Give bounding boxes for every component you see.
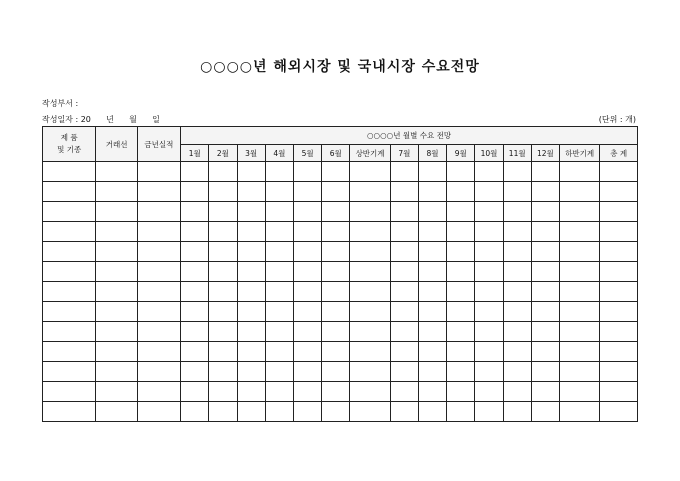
table-cell[interactable]: [237, 342, 265, 362]
table-cell[interactable]: [265, 342, 293, 362]
table-cell[interactable]: [322, 382, 350, 402]
table-cell[interactable]: [181, 282, 209, 302]
table-cell[interactable]: [43, 302, 96, 322]
table-cell[interactable]: [43, 382, 96, 402]
month-header: 12월: [531, 145, 559, 162]
table-cell[interactable]: [237, 282, 265, 302]
table-cell[interactable]: [475, 262, 503, 282]
table-cell[interactable]: [600, 362, 638, 382]
table-cell[interactable]: [322, 182, 350, 202]
table-cell[interactable]: [390, 342, 418, 362]
table-cell[interactable]: [181, 202, 209, 222]
table-cell[interactable]: [209, 402, 237, 422]
table-cell[interactable]: [322, 342, 350, 362]
table-cell[interactable]: [96, 202, 137, 222]
table-cell[interactable]: [96, 342, 137, 362]
table-cell[interactable]: [600, 162, 638, 182]
table-cell[interactable]: [322, 302, 350, 322]
table-cell[interactable]: [293, 382, 321, 402]
table-cell[interactable]: [265, 242, 293, 262]
table-cell[interactable]: [265, 402, 293, 422]
table-cell[interactable]: [475, 382, 503, 402]
table-cell[interactable]: [447, 402, 475, 422]
table-row: [43, 202, 638, 222]
table-cell[interactable]: [531, 382, 559, 402]
table-cell[interactable]: [265, 362, 293, 382]
table-cell[interactable]: [265, 202, 293, 222]
table-cell[interactable]: [96, 242, 137, 262]
table-cell[interactable]: [43, 402, 96, 422]
table-cell[interactable]: [390, 322, 418, 342]
table-cell[interactable]: [237, 402, 265, 422]
table-cell[interactable]: [390, 182, 418, 202]
table-cell[interactable]: [137, 282, 180, 302]
table-cell[interactable]: [43, 182, 96, 202]
table-cell[interactable]: [600, 242, 638, 262]
table-cell[interactable]: [137, 402, 180, 422]
month-header: 4월: [265, 145, 293, 162]
table-cell[interactable]: [209, 202, 237, 222]
table-cell[interactable]: [181, 242, 209, 262]
table-row: [43, 162, 638, 182]
table-cell[interactable]: [600, 302, 638, 322]
table-cell[interactable]: [531, 242, 559, 262]
table-cell[interactable]: [503, 242, 531, 262]
table-row: [43, 402, 638, 422]
table-cell[interactable]: [390, 282, 418, 302]
table-cell[interactable]: [600, 182, 638, 202]
table-cell[interactable]: [265, 222, 293, 242]
table-cell[interactable]: [350, 302, 390, 322]
table-cell[interactable]: [137, 242, 180, 262]
table-cell[interactable]: [96, 402, 137, 422]
table-cell[interactable]: [560, 322, 600, 342]
table-cell[interactable]: [96, 282, 137, 302]
table-cell[interactable]: [137, 382, 180, 402]
table-row: [43, 182, 638, 202]
table-cell[interactable]: [322, 202, 350, 222]
table-cell[interactable]: [43, 282, 96, 302]
table-cell[interactable]: [43, 242, 96, 262]
document-title: ○○○○년 해외시장 및 국내시장 수요전망: [200, 59, 480, 75]
table-cell[interactable]: [390, 382, 418, 402]
table-cell[interactable]: [560, 302, 600, 322]
month-header: 1월: [181, 145, 209, 162]
table-row: [43, 242, 638, 262]
table-cell[interactable]: [531, 182, 559, 202]
table-cell[interactable]: [293, 362, 321, 382]
table-cell[interactable]: [418, 402, 446, 422]
table-cell[interactable]: [503, 182, 531, 202]
table-cell[interactable]: [96, 382, 137, 402]
table-cell[interactable]: [475, 222, 503, 242]
table-cell[interactable]: [390, 302, 418, 322]
table-cell[interactable]: [447, 282, 475, 302]
table-cell[interactable]: [350, 402, 390, 422]
table-cell[interactable]: [418, 362, 446, 382]
table-cell[interactable]: [43, 342, 96, 362]
table-cell[interactable]: [418, 262, 446, 282]
table-cell[interactable]: [237, 302, 265, 322]
table-cell[interactable]: [350, 342, 390, 362]
table-cell[interactable]: [560, 182, 600, 202]
table-cell[interactable]: [447, 382, 475, 402]
month-header: 6월: [322, 145, 350, 162]
table-cell[interactable]: [475, 282, 503, 302]
table-cell[interactable]: [503, 322, 531, 342]
table-cell[interactable]: [43, 322, 96, 342]
table-cell[interactable]: [418, 322, 446, 342]
table-cell[interactable]: [322, 162, 350, 182]
table-cell[interactable]: [209, 362, 237, 382]
table-cell[interactable]: [293, 242, 321, 262]
table-cell[interactable]: [237, 262, 265, 282]
monthly-forecast-header: ○○○○년 월별 수요 전망: [181, 127, 638, 145]
table-cell[interactable]: [560, 382, 600, 402]
table-cell[interactable]: [600, 202, 638, 222]
table-cell[interactable]: [322, 362, 350, 382]
table-cell[interactable]: [503, 162, 531, 182]
table-cell[interactable]: [137, 182, 180, 202]
table-cell[interactable]: [293, 202, 321, 222]
table-cell[interactable]: [560, 402, 600, 422]
table-cell[interactable]: [265, 182, 293, 202]
table-cell[interactable]: [137, 302, 180, 322]
table-cell[interactable]: [350, 162, 390, 182]
table-cell[interactable]: [531, 362, 559, 382]
table-cell[interactable]: [418, 242, 446, 262]
table-cell[interactable]: [293, 162, 321, 182]
table-cell[interactable]: [475, 402, 503, 422]
table-cell[interactable]: [560, 342, 600, 362]
table-cell[interactable]: [322, 262, 350, 282]
table-cell[interactable]: [237, 162, 265, 182]
table-cell[interactable]: [209, 342, 237, 362]
table-cell[interactable]: [418, 182, 446, 202]
table-cell[interactable]: [560, 362, 600, 382]
table-cell[interactable]: [43, 262, 96, 282]
table-cell[interactable]: [503, 382, 531, 402]
table-cell[interactable]: [418, 382, 446, 402]
table-cell[interactable]: [209, 262, 237, 282]
department-label: 작성부서 :: [42, 99, 79, 108]
table-cell[interactable]: [137, 162, 180, 182]
table-cell[interactable]: [293, 322, 321, 342]
table-cell[interactable]: [209, 162, 237, 182]
table-cell[interactable]: [600, 382, 638, 402]
month-header: 9월: [447, 145, 475, 162]
table-cell[interactable]: [293, 182, 321, 202]
month-header: 7월: [390, 145, 418, 162]
table-cell[interactable]: [265, 302, 293, 322]
table-cell[interactable]: [390, 362, 418, 382]
table-cell[interactable]: [447, 242, 475, 262]
table-cell[interactable]: [237, 202, 265, 222]
table-cell[interactable]: [96, 182, 137, 202]
table-cell[interactable]: [43, 202, 96, 222]
table-cell[interactable]: [418, 302, 446, 322]
table-cell[interactable]: [350, 222, 390, 242]
table-cell[interactable]: [181, 382, 209, 402]
table-cell[interactable]: [600, 322, 638, 342]
table-cell[interactable]: [390, 202, 418, 222]
table-cell[interactable]: [600, 282, 638, 302]
table-cell[interactable]: [209, 302, 237, 322]
table-cell[interactable]: [96, 302, 137, 322]
table-cell[interactable]: [137, 202, 180, 222]
month-header: 2월: [209, 145, 237, 162]
table-cell[interactable]: [531, 222, 559, 242]
table-cell[interactable]: [531, 342, 559, 362]
client-header: 거래선: [96, 127, 137, 162]
table-cell[interactable]: [181, 262, 209, 282]
table-cell[interactable]: [181, 342, 209, 362]
table-cell[interactable]: [265, 282, 293, 302]
product-header-line1: 제 품: [60, 133, 78, 142]
table-row: [43, 382, 638, 402]
table-cell[interactable]: [96, 162, 137, 182]
table-cell[interactable]: [137, 322, 180, 342]
month-header: 10월: [475, 145, 503, 162]
table-cell[interactable]: [390, 222, 418, 242]
table-cell[interactable]: [475, 362, 503, 382]
table-cell[interactable]: [531, 302, 559, 322]
table-cell[interactable]: [237, 382, 265, 402]
table-cell[interactable]: [293, 402, 321, 422]
table-cell[interactable]: [293, 282, 321, 302]
table-cell[interactable]: [447, 302, 475, 322]
table-cell[interactable]: [265, 162, 293, 182]
table-cell[interactable]: [350, 262, 390, 282]
table-cell[interactable]: [447, 162, 475, 182]
table-cell[interactable]: [137, 222, 180, 242]
demand-forecast-table: [42, 126, 638, 422]
table-cell[interactable]: [475, 162, 503, 182]
table-cell[interactable]: [447, 342, 475, 362]
table-cell[interactable]: [531, 162, 559, 182]
table-cell[interactable]: [137, 342, 180, 362]
table-cell[interactable]: [137, 262, 180, 282]
table-cell[interactable]: [418, 162, 446, 182]
table-cell[interactable]: [390, 162, 418, 182]
table-cell[interactable]: [96, 362, 137, 382]
table-cell[interactable]: [293, 262, 321, 282]
table-cell[interactable]: [209, 382, 237, 402]
table-cell[interactable]: [475, 322, 503, 342]
table-cell[interactable]: [181, 302, 209, 322]
table-cell[interactable]: [322, 222, 350, 242]
table-cell[interactable]: [560, 262, 600, 282]
table-cell[interactable]: [96, 262, 137, 282]
table-cell[interactable]: [181, 322, 209, 342]
table-cell[interactable]: [600, 342, 638, 362]
table-cell[interactable]: [209, 322, 237, 342]
month-header: 3월: [237, 145, 265, 162]
table-cell[interactable]: [43, 362, 96, 382]
table-cell[interactable]: [503, 342, 531, 362]
table-cell[interactable]: [181, 182, 209, 202]
table-cell[interactable]: [237, 362, 265, 382]
table-cell[interactable]: [181, 162, 209, 182]
table-cell[interactable]: [209, 182, 237, 202]
table-cell[interactable]: [237, 182, 265, 202]
product-header: [43, 127, 96, 162]
table-cell[interactable]: [560, 242, 600, 262]
table-cell[interactable]: [475, 182, 503, 202]
table-cell[interactable]: [475, 242, 503, 262]
table-cell[interactable]: [531, 282, 559, 302]
table-cell[interactable]: [600, 222, 638, 242]
table-cell[interactable]: [209, 242, 237, 262]
table-cell[interactable]: [137, 362, 180, 382]
table-cell[interactable]: [560, 202, 600, 222]
table-cell[interactable]: [350, 362, 390, 382]
table-cell[interactable]: [503, 362, 531, 382]
table-cell[interactable]: [43, 162, 96, 182]
table-cell[interactable]: [350, 182, 390, 202]
table-row: [43, 342, 638, 362]
month-header: 상반기계: [350, 145, 390, 162]
table-cell[interactable]: [447, 322, 475, 342]
table-cell[interactable]: [209, 282, 237, 302]
table-cell[interactable]: [531, 322, 559, 342]
table-cell[interactable]: [503, 402, 531, 422]
table-cell[interactable]: [390, 242, 418, 262]
date-label: 작성일자 : 20 년 월 일: [42, 115, 160, 124]
table-cell[interactable]: [293, 302, 321, 322]
table-cell[interactable]: [560, 282, 600, 302]
month-header: 하반기계: [560, 145, 600, 162]
table-cell[interactable]: [322, 322, 350, 342]
table-cell[interactable]: [265, 322, 293, 342]
table-row: [43, 222, 638, 242]
table-cell[interactable]: [181, 222, 209, 242]
month-header: 8월: [418, 145, 446, 162]
product-header-line2: 및 기종: [57, 145, 82, 154]
table-cell[interactable]: [181, 402, 209, 422]
month-header: 11월: [503, 145, 531, 162]
month-header: 5월: [293, 145, 321, 162]
table-cell[interactable]: [418, 342, 446, 362]
table-cell[interactable]: [475, 202, 503, 222]
table-cell[interactable]: [96, 322, 137, 342]
table-cell[interactable]: [96, 222, 137, 242]
table-cell[interactable]: [350, 282, 390, 302]
unit-label: (단위 : 개): [598, 115, 636, 124]
table-cell[interactable]: [447, 362, 475, 382]
table-row: [43, 362, 638, 382]
table-cell[interactable]: [503, 202, 531, 222]
table-cell[interactable]: [390, 262, 418, 282]
current-year-results-header: 금년실적: [137, 127, 180, 162]
table-cell[interactable]: [181, 362, 209, 382]
table-cell[interactable]: [237, 222, 265, 242]
table-cell[interactable]: [418, 202, 446, 222]
table-cell[interactable]: [322, 282, 350, 302]
table-cell[interactable]: [447, 222, 475, 242]
table-cell[interactable]: [560, 222, 600, 242]
table-cell[interactable]: [600, 262, 638, 282]
table-cell[interactable]: [293, 222, 321, 242]
table-cell[interactable]: [503, 222, 531, 242]
month-header: 총 계: [600, 145, 638, 162]
table-cell[interactable]: [350, 242, 390, 262]
table-cell[interactable]: [265, 262, 293, 282]
table-cell[interactable]: [237, 242, 265, 262]
table-cell[interactable]: [322, 242, 350, 262]
table-cell[interactable]: [600, 402, 638, 422]
table-cell[interactable]: [503, 282, 531, 302]
table-row: [43, 262, 638, 282]
table-cell[interactable]: [418, 282, 446, 302]
table-cell[interactable]: [531, 202, 559, 222]
table-cell[interactable]: [209, 222, 237, 242]
table-cell[interactable]: [531, 402, 559, 422]
table-cell[interactable]: [350, 202, 390, 222]
table-cell[interactable]: [475, 302, 503, 322]
table-cell[interactable]: [237, 322, 265, 342]
table-row: [43, 282, 638, 302]
table-cell[interactable]: [418, 222, 446, 242]
table-cell[interactable]: [531, 262, 559, 282]
table-row: [43, 322, 638, 342]
table-row: [43, 302, 638, 322]
table-cell[interactable]: [43, 222, 96, 242]
table-cell[interactable]: [503, 262, 531, 282]
table-cell[interactable]: [390, 402, 418, 422]
table-cell[interactable]: [475, 342, 503, 362]
table-cell[interactable]: [265, 382, 293, 402]
table-cell[interactable]: [293, 342, 321, 362]
table-cell[interactable]: [447, 262, 475, 282]
table-cell[interactable]: [447, 202, 475, 222]
table-cell[interactable]: [350, 382, 390, 402]
table-cell[interactable]: [447, 182, 475, 202]
table-cell[interactable]: [560, 162, 600, 182]
table-cell[interactable]: [350, 322, 390, 342]
table-cell[interactable]: [503, 302, 531, 322]
table-cell[interactable]: [322, 402, 350, 422]
